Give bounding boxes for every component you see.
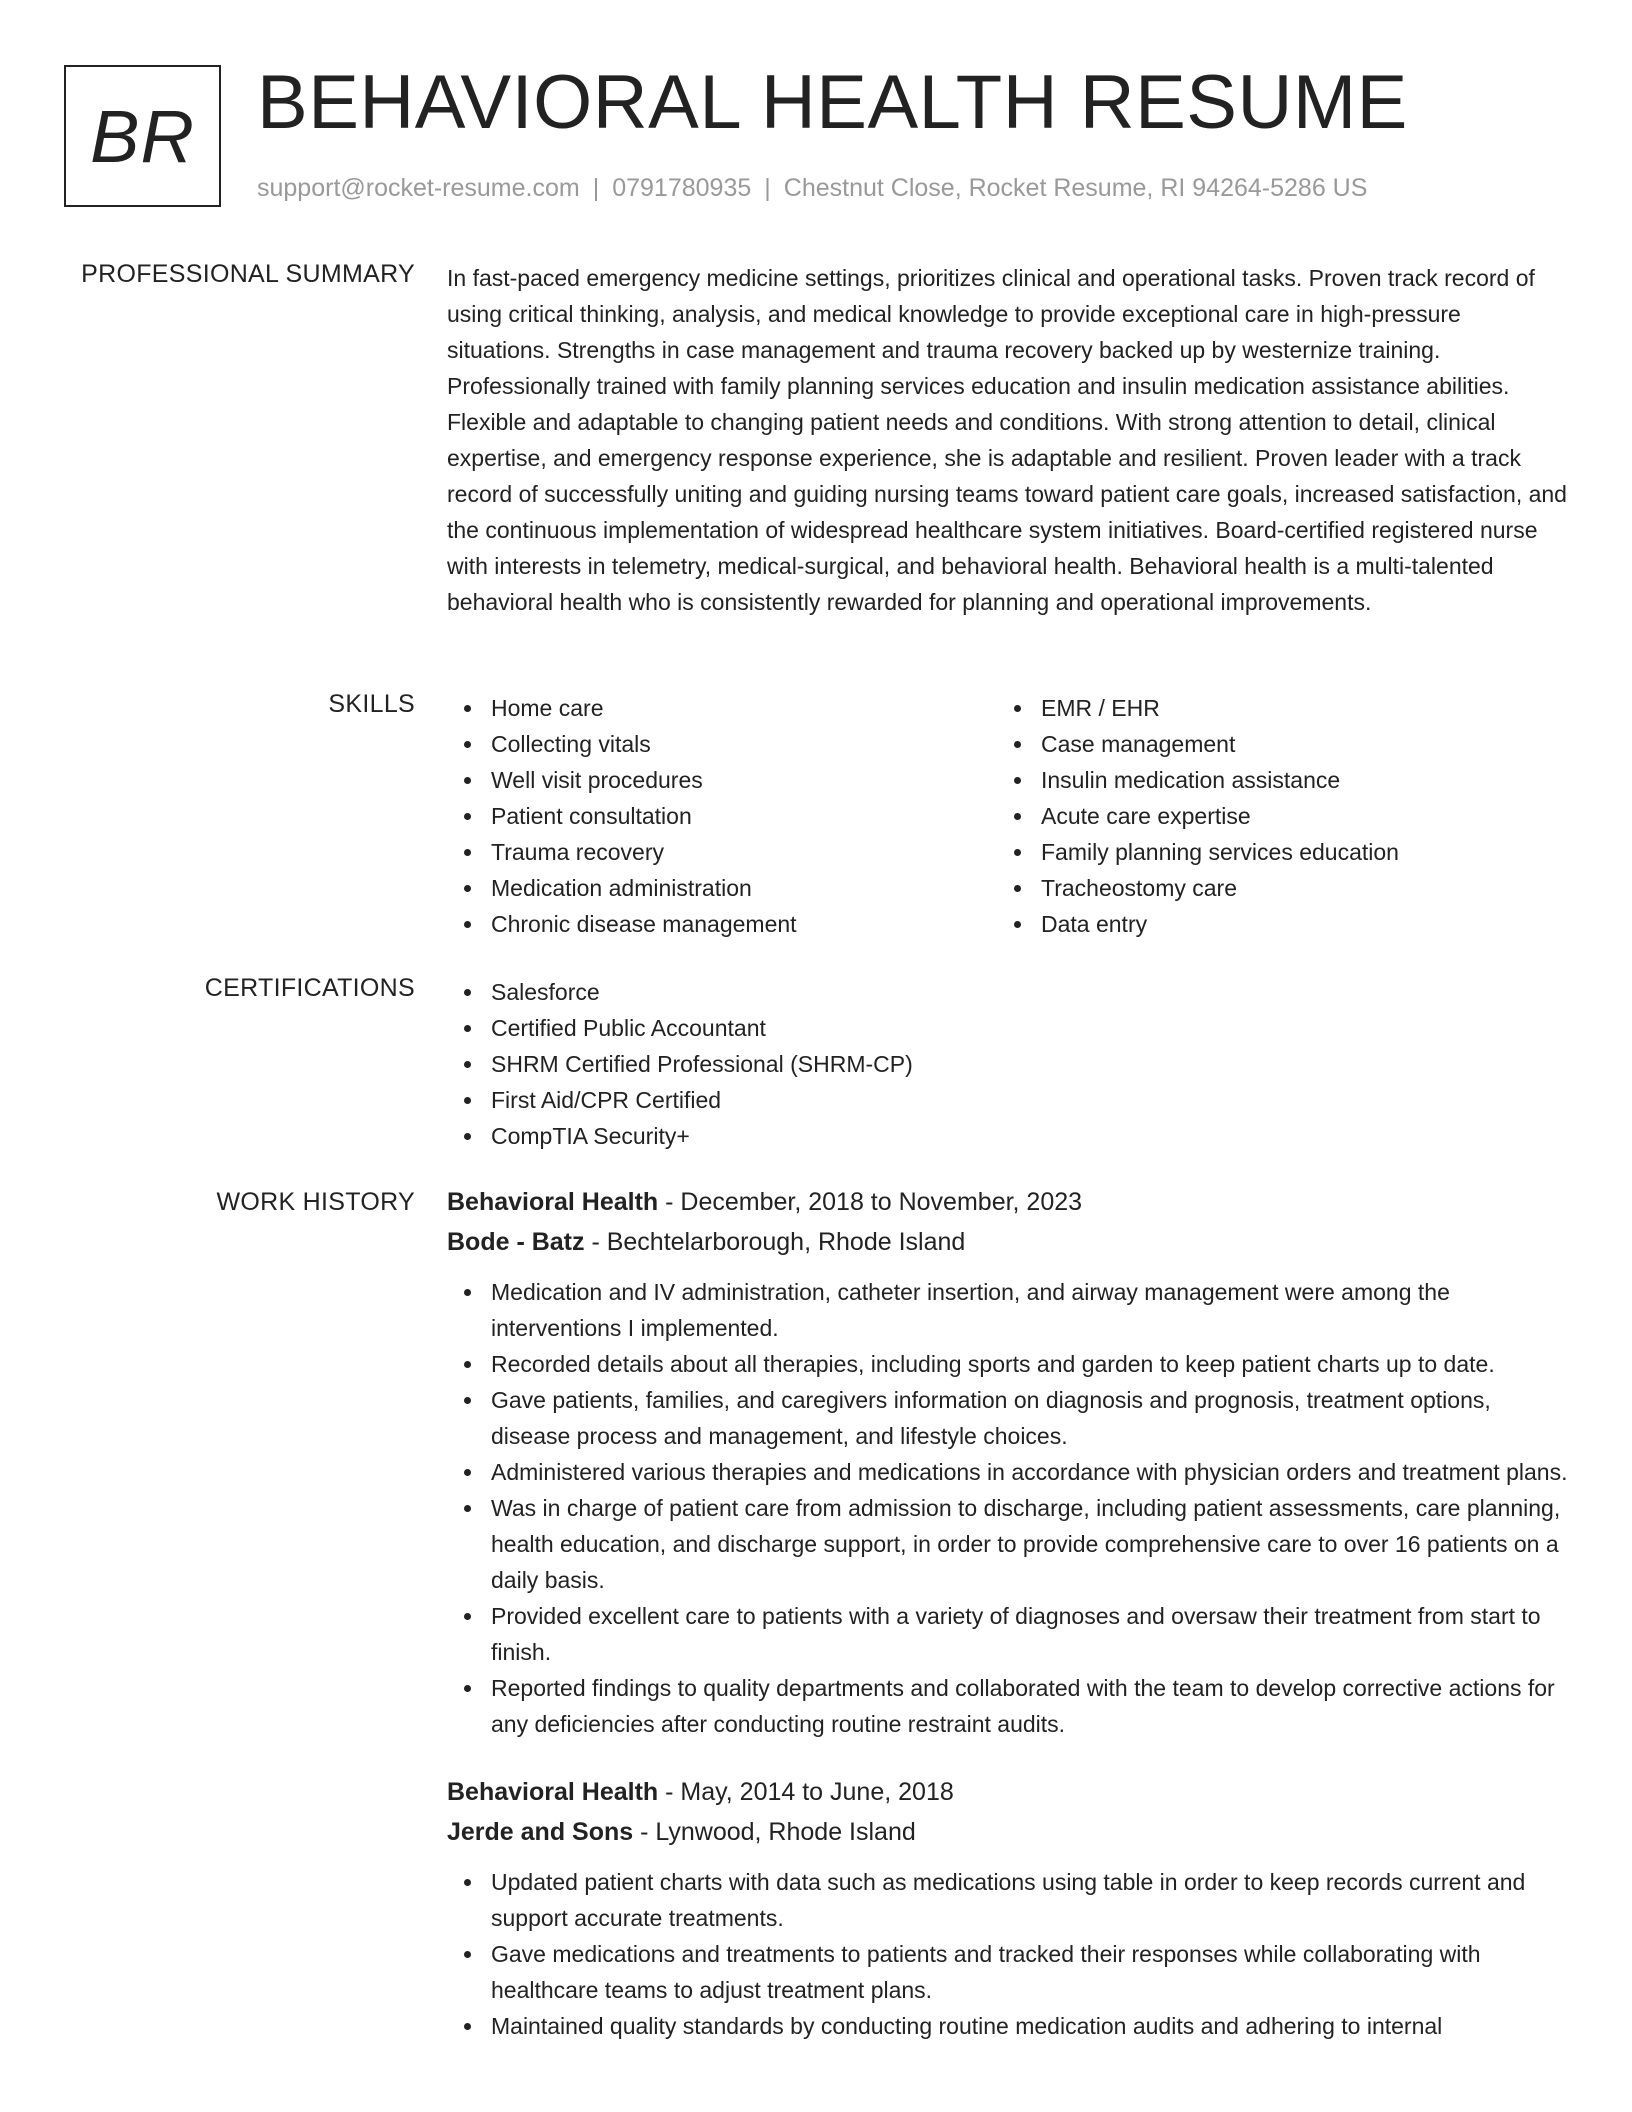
- job-company-line: [447, 1222, 1569, 1262]
- certification-item: Salesforce: [491, 974, 1569, 1010]
- certification-item: First Aid/CPR Certified: [491, 1082, 1569, 1118]
- contact-separator: |: [764, 174, 771, 202]
- skill-item: Acute care expertise: [1041, 798, 1547, 834]
- job-bullet: Gave patients, families, and caregivers information on diagnosis and prognosis, treatment options, disease process and management, and lifestyle choices.: [491, 1382, 1569, 1454]
- job-bullet: Was in charge of patient care from admission to discharge, including patient assessments, care planning, health education, and discharge support, in order to provide comprehensive care to over 16 patients on a daily basis.: [491, 1490, 1569, 1598]
- job-bullet: Recorded details about all therapies, including sports and garden to keep patient charts up to date.: [491, 1346, 1569, 1382]
- job-company: Jerde and Sons: [447, 1818, 634, 1846]
- resume-title: BEHAVIORAL HEALTH RESUME: [257, 60, 1408, 145]
- summary-body: [447, 260, 1569, 620]
- job-bullets: [447, 1274, 1569, 1742]
- skills-body: [447, 690, 1569, 942]
- job-title-line: [447, 1772, 1569, 1812]
- job-company-line: [447, 1812, 1569, 1852]
- job-dates: - December, 2018 to November, 2023: [665, 1188, 1083, 1216]
- skill-item: Family planning services education: [1041, 834, 1547, 870]
- skill-item: Case management: [1041, 726, 1547, 762]
- skill-item: Data entry: [1041, 906, 1547, 942]
- job-location: - Bechtelarborough, Rhode Island: [591, 1228, 966, 1256]
- certification-item: CompTIA Security+: [491, 1118, 1569, 1154]
- job-bullet: Provided excellent care to patients with a variety of diagnoses and oversaw their treatment from start to finish.: [491, 1598, 1569, 1670]
- contact-line: [257, 174, 1367, 203]
- skill-item: Well visit procedures: [491, 762, 997, 798]
- summary-label: PROFESSIONAL SUMMARY: [81, 260, 415, 288]
- contact-phone: 0791780935: [612, 174, 752, 202]
- skill-item: EMR / EHR: [1041, 690, 1547, 726]
- certifications-list: [447, 974, 1569, 1154]
- job-bullets: [447, 1864, 1569, 2044]
- job-entry: [447, 1772, 1569, 2044]
- skill-item: Patient consultation: [491, 798, 997, 834]
- contact-address: Chestnut Close, Rocket Resume, RI 94264-5286 US: [783, 174, 1368, 202]
- job-title: Behavioral Health: [447, 1778, 659, 1806]
- job-bullet: Administered various therapies and medications in accordance with physician orders and treatment plans.: [491, 1454, 1569, 1490]
- job-bullet: Gave medications and treatments to patients and tracked their responses while collaborating with healthcare teams to adjust treatment plans.: [491, 1936, 1569, 2008]
- contact-email: support@rocket-resume.com: [257, 174, 580, 202]
- work-history-body: [447, 1182, 1569, 2044]
- certifications-body: [447, 974, 1569, 1154]
- certifications-label: CERTIFICATIONS: [204, 974, 415, 1002]
- job-bullet: Reported findings to quality departments and collaborated with the team to develop corrective actions for any deficiencies after conducting routine restraint audits.: [491, 1670, 1569, 1742]
- job-bullet: Updated patient charts with data such as medications using table in order to keep records current and support accurate treatments.: [491, 1864, 1569, 1936]
- skills-list-left: [447, 690, 997, 942]
- skill-item: Medication administration: [491, 870, 997, 906]
- monogram-logo: BR: [64, 65, 221, 207]
- job-dates: - May, 2014 to June, 2018: [665, 1778, 954, 1806]
- job-company: Bode - Batz: [447, 1228, 585, 1256]
- skill-item: Tracheostomy care: [1041, 870, 1547, 906]
- skill-item: Trauma recovery: [491, 834, 997, 870]
- skill-item: Insulin medication assistance: [1041, 762, 1547, 798]
- skills-list-right: [997, 690, 1547, 942]
- job-bullet: Maintained quality standards by conducting routine medication audits and adhering to internal: [491, 2008, 1569, 2044]
- resume-header: [64, 60, 1564, 210]
- skills-label: SKILLS: [328, 690, 415, 718]
- certification-item: SHRM Certified Professional (SHRM-CP): [491, 1046, 1569, 1082]
- work-history-label: WORK HISTORY: [216, 1188, 415, 1216]
- job-bullet: Medication and IV administration, catheter insertion, and airway management were among the interventions I implemented.: [491, 1274, 1569, 1346]
- job-location: - Lynwood, Rhode Island: [640, 1818, 916, 1846]
- job-entry: [447, 1182, 1569, 1742]
- job-title: Behavioral Health: [447, 1188, 659, 1216]
- skill-item: Collecting vitals: [491, 726, 997, 762]
- skill-item: Chronic disease management: [491, 906, 997, 942]
- certification-item: Certified Public Accountant: [491, 1010, 1569, 1046]
- summary-text: In fast-paced emergency medicine settings, prioritizes clinical and operational tasks. Proven track record of using critical thinking, analysis, and medical knowledge to provide exceptional care in high-pressure situations. Strengths in case management and trauma recovery backed up by westernize training. Professionally trained with family planning services education and insulin medication assistance abilities. Flexible and adaptable to changing patient needs and conditions. With strong attention to detail, clinical expertise, and emergency response experience, she is adaptable and resilient. Proven leader with a track record of successfully uniting and guiding nursing teams toward patient care goals, increased satisfaction, and the continuous implementation of widespread healthcare system initiatives. Board-certified registered nurse with interests in telemetry, medical-surgical, and behavioral health. Behavioral health is a multi-talented behavioral health who is consistently rewarded for planning and operational improvements.: [447, 265, 1567, 615]
- contact-separator: |: [592, 174, 600, 202]
- job-title-line: [447, 1182, 1569, 1222]
- skill-item: Home care: [491, 690, 997, 726]
